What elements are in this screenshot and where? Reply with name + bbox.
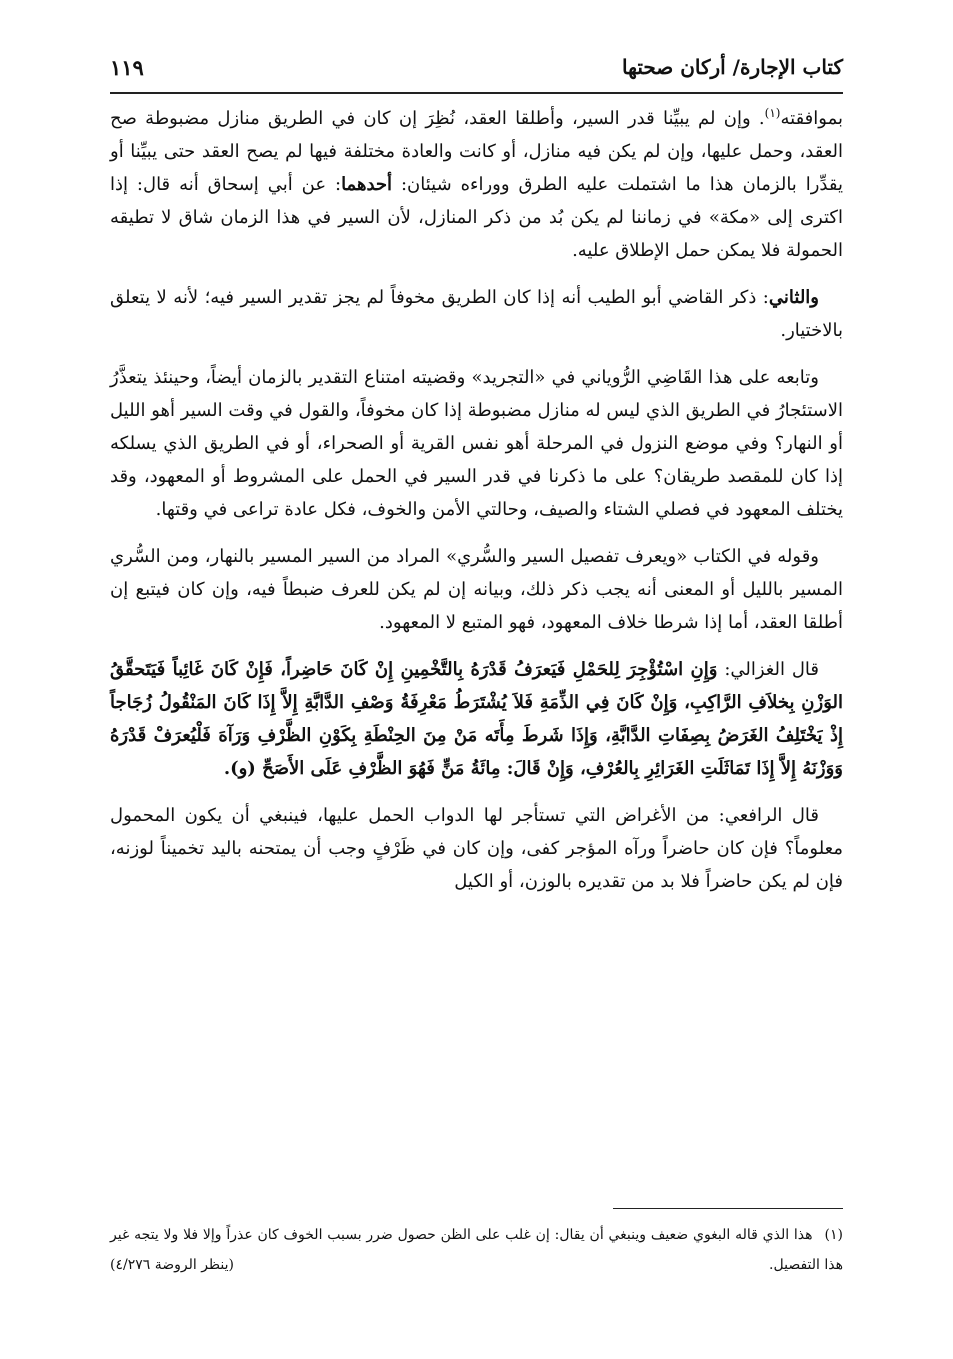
running-head: [110, 44, 843, 90]
footnote-citation: (ينظر الروضة ٤/٢٧٦): [110, 1257, 234, 1273]
rafii-commentary: قال الرافعي: من الأغراض التي تستأجر لها الدواب الحمل عليها، فينبغي أن يكون المحمول معلوماً؟ فإن كان حاضراً ورآه المؤجر كفى، وإن كان في ظَرْفٍ وجب أن يمتحنه باليد تخميناً لوزنه، فإن لم يكن حاضراً فلا بد من تقديره بالوزن، أو الكيل: [110, 805, 843, 892]
second-point-label: والثاني: [768, 287, 819, 308]
first-point-label: أحدهما: [341, 174, 393, 195]
paragraph-4: وقوله في الكتاب «ويعرف تفصيل السير والسُّري» المراد من السير المسير بالنهار، ومن السُّري المسير بالليل أو المعنى أنه يجب ذكر ذلك، وبيانه إن لم يكن للعرف ضبطاً فيه، وإن كان فيتبع إن أطلقا العقد، أما إذا شرطا خلاف المعهود، فهو المتبع لا المعهود.: [110, 546, 843, 633]
paragraph-3: وتابعه على هذا القَاضِي الرُّوياني في «التجريد» وقضيته امتناع التقدير بالزمان أيضاً، وحينئذ يتعذَّرُ الاستئجارُ في الطريق الذي ليس له منازل مضبوطة إذا كان مخوفاً، والقول في وقت السير أهو الليل أو النهار؟ وفي موضع النزول في المرحلة أهو نفس القرية أو الصحراء، أو في الطريق الذي يسلكه إذا كان للمقصد طريقان؟ على ما ذكرنا في قدر السير في الحمل على المشروط أو المعهود، وقد يختلف المعهود في فصلي الشتاء والصيف، وحالتي الأمن والخوف، فكل عادة تراعى في وقتها.: [110, 367, 843, 520]
paragraph-1-text-a: . وإن لم يبيِّنا قدر السير، وأطلقا العقد، نُظِرَ إن كان في الطريق منازل مضبوطة صح العقد، وحمل عليها، وإن لم يكن فيه منازل، أو كانت والعادة مختلفة فيها لم يصح العقد حتى يبيِّنا أو يقدِّرا بالزمان هذا ما اشتملت عليه الطرق ووراءه شيئان:: [110, 108, 843, 195]
paragraph-1-lead: بموافقته: [780, 108, 843, 129]
paragraph-1-text-b: : عن أبي إسحاق أنه قال: إذا اكترى إلى «مكة» في زماننا لم يكن بُد من ذكر المنازل، لأن السير في هذا الزمان شاق لا تطيقه الحمولة فلا يمكن حمل الإطلاق عليه.: [110, 174, 843, 261]
running-title: كتاب الإجارة/ أركان صحتها: [622, 55, 843, 79]
footnote-reference[interactable]: (١): [764, 106, 781, 120]
paragraph-1: [110, 102, 843, 267]
header-divider: [110, 92, 843, 94]
ghazali-label: قال الغزالي:: [717, 659, 819, 680]
footnote-text: هذا الذي قاله البغوي ضعيف وينبغي أن يقال: إن غلب على الظن حصول ضرر بسبب الخوف كان عذراً وإلا فلا ولا يتجه غير هذا التفصيل.: [110, 1227, 843, 1273]
book-page: [110, 40, 843, 1329]
footnote-divider: [613, 1208, 843, 1209]
paragraph-2: [110, 281, 843, 347]
ghazali-quote: [110, 653, 843, 785]
footnote: [110, 1220, 843, 1280]
page-number: ١١٩: [110, 54, 144, 80]
paragraph-2-text: : ذكر القاضي أبو الطيب أنه إذا كان الطريق مخوفاً لم يجز تقدير السير فيه؛ لأنه لا يتعلق بالاختيار.: [110, 287, 843, 341]
main-text: [110, 102, 843, 912]
footnote-marker: (١): [824, 1227, 843, 1243]
ghazali-text: وَإِنِ اسْتُؤْجِرَ لِلحَمْلِ فَيَعرَفُ قَدْرَهُ بِالتَّخْمِينِ إِنْ كَانَ حَاضِراً، فَإِنْ كَانَ غَائِباً فَيَتَحقَّقُ الوَزْنِ بِخلاَفِ الرَّاكِبِ، وَإِنْ كَانَ فِي الذِّمَةِ فَلاَ يُشْتَرَطُ مَعْرِفَةُ وَصْفِ الدَّابَّةِ إِلاَّ إِذَا كَانَ المَنْقُولُ زُجَاجاً إِذْ يَخْتَلِفُ الغَرَضُ بِصِفَاتِ الدَّابَّةِ، وَإِذَا شَرطَ مِأَتَه مَنْ مِنَ الحِنْطَةِ بِكَوْنِ الظَّرْفِ وَرَآهَ فَلْيُعرَفْ قَدْرَهُ وَوَزْنَهُ إِلاَّ إِذَا تَمَاثَلَتِ الغَرَائِرِ بِالعُرْفِ، وَإِنْ قَالَ: مِائَةُ مَنٍّ فَهُوَ الظَّرْفِ عَلَى الأَصَحِّ (و).: [110, 659, 843, 779]
